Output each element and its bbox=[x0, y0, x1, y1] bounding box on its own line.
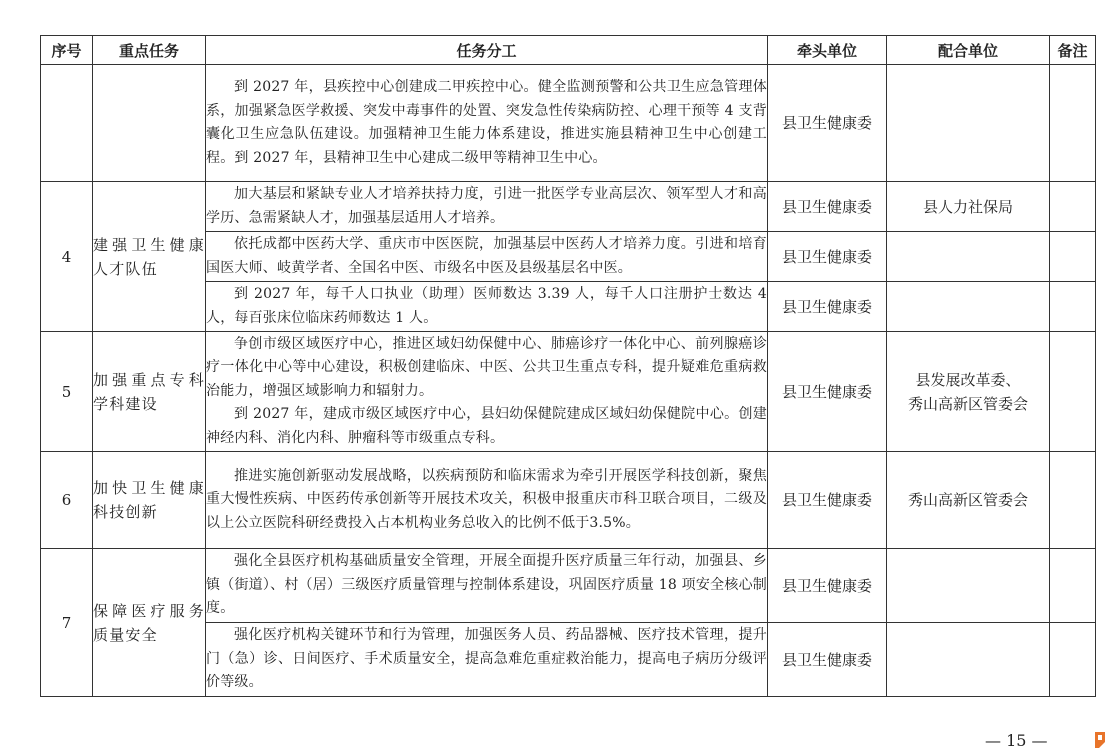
task-text: 争创市级区域医疗中心，推进区域妇幼保健中心、肺癌诊疗一体化中心、前列腺癌诊疗一体化中心等中心建设，积极创建临床、中医、公共卫生重点专科，提升疑难危重病救治能力，增强区域影响力和辐射力。 bbox=[206, 335, 767, 399]
task-text: 强化全县医疗机构基础质量安全管理，开展全面提升医疗质量三年行动，加强县、乡镇（街道）、村（居）三级医疗质量管理与控制体系建设，巩固医疗质量 18 项安全核心制度。 bbox=[206, 553, 767, 617]
header-note: 备注 bbox=[1050, 36, 1096, 65]
task-text: 到 2027 年，县疾控中心创建成二甲疾控中心。健全监测预警和公共卫生应急管理体系，加强紧急医学救援、突发中毒事件的处置、突发急性传染病防控、心理干预等 4 支背囊化卫生应急队伍建设。加强精神卫生能力体系建设，推进实施县精神卫生中心创建工程。到 2027 年，县精神卫生中心建成二级甲等精神卫生中心。 bbox=[206, 79, 767, 166]
coop-unit: 县人力社保局 bbox=[887, 182, 1050, 232]
coop-unit bbox=[887, 549, 1050, 623]
header-seq: 序号 bbox=[41, 36, 93, 65]
page-number: — 15 — bbox=[985, 731, 1048, 750]
row-seq bbox=[41, 65, 93, 182]
task-text: 推进实施创新驱动发展战略，以疾病预防和临床需求为牵引开展医学科技创新，聚焦重大慢性疾病、中医药传承创新等开展技术攻关，积极申报重庆市科卫联合项目，二级及以上公立医院科研经费投入占本机构业务总收入的比例不低于3.5%。 bbox=[206, 467, 767, 531]
row-focus bbox=[93, 65, 206, 182]
task-cell bbox=[206, 549, 768, 623]
task-cell bbox=[206, 65, 768, 182]
header-task: 任务分工 bbox=[206, 36, 768, 65]
table-row bbox=[41, 182, 1096, 232]
task-cell bbox=[206, 452, 768, 549]
lead-unit: 县卫生健康委 bbox=[768, 623, 887, 697]
lead-unit: 县卫生健康委 bbox=[768, 65, 887, 182]
note-cell bbox=[1050, 623, 1096, 697]
corner-mark-icon bbox=[1091, 726, 1107, 750]
task-cell bbox=[206, 623, 768, 697]
table-row bbox=[41, 332, 1096, 452]
note-cell bbox=[1050, 232, 1096, 282]
task-table bbox=[40, 35, 1096, 697]
row-focus: 建强卫生健康人才队伍 bbox=[93, 182, 206, 332]
coop-unit bbox=[887, 232, 1050, 282]
note-cell bbox=[1050, 549, 1096, 623]
task-text: 依托成都中医药大学、重庆市中医医院，加强基层中医药人才培养力度。引进和培育国医大师、岐黄学者、全国名中医、市级名中医及县级基层名中医。 bbox=[206, 236, 767, 276]
lead-unit: 县卫生健康委 bbox=[768, 549, 887, 623]
row-seq: 6 bbox=[41, 452, 93, 549]
coop-unit bbox=[887, 282, 1050, 332]
row-focus: 保障医疗服务质量安全 bbox=[93, 549, 206, 697]
coop-unit bbox=[887, 623, 1050, 697]
table-row bbox=[41, 65, 1096, 182]
coop-unit-line: 县发展改革委、 bbox=[915, 370, 1021, 389]
lead-unit: 县卫生健康委 bbox=[768, 452, 887, 549]
row-seq: 5 bbox=[41, 332, 93, 452]
coop-unit: 秀山高新区管委会 bbox=[887, 452, 1050, 549]
note-cell bbox=[1050, 182, 1096, 232]
note-cell bbox=[1050, 452, 1096, 549]
lead-unit: 县卫生健康委 bbox=[768, 282, 887, 332]
task-text: 到 2027 年，建成市级区域医疗中心，县妇幼保健院建成区域妇幼保健院中心。创建神经内科、消化内科、肿瘤科等市级重点专科。 bbox=[206, 406, 767, 446]
note-cell bbox=[1050, 282, 1096, 332]
header-lead: 牵头单位 bbox=[768, 36, 887, 65]
task-cell bbox=[206, 282, 768, 332]
row-seq: 7 bbox=[41, 549, 93, 697]
header-focus: 重点任务 bbox=[93, 36, 206, 65]
coop-unit-line: 秀山高新区管委会 bbox=[907, 394, 1028, 413]
lead-unit: 县卫生健康委 bbox=[768, 182, 887, 232]
table-header-row bbox=[41, 36, 1096, 65]
task-text: 到 2027 年，每千人口执业（助理）医师数达 3.39 人，每千人口注册护士数达 4 人，每百张床位临床药师数达 1 人。 bbox=[206, 286, 767, 326]
task-cell bbox=[206, 232, 768, 282]
table-row bbox=[41, 549, 1096, 623]
task-text: 强化医疗机构关键环节和行为管理，加强医务人员、药品器械、医疗技术管理，提升门（急）诊、日间医疗、手术质量安全，提高急难危重症救治能力，提高电子病历分级评价等级。 bbox=[206, 627, 767, 691]
note-cell bbox=[1050, 65, 1096, 182]
task-cell bbox=[206, 182, 768, 232]
task-text: 加大基层和紧缺专业人才培养扶持力度，引进一批医学专业高层次、领军型人才和高学历、急需紧缺人才，加强基层适用人才培养。 bbox=[206, 186, 767, 226]
lead-unit: 县卫生健康委 bbox=[768, 332, 887, 452]
header-coop: 配合单位 bbox=[887, 36, 1050, 65]
lead-unit: 县卫生健康委 bbox=[768, 232, 887, 282]
row-focus: 加快卫生健康科技创新 bbox=[93, 452, 206, 549]
note-cell bbox=[1050, 332, 1096, 452]
task-cell bbox=[206, 332, 768, 452]
table-row bbox=[41, 452, 1096, 549]
row-seq: 4 bbox=[41, 182, 93, 332]
coop-unit bbox=[887, 332, 1050, 452]
row-focus: 加强重点专科学科建设 bbox=[93, 332, 206, 452]
coop-unit bbox=[887, 65, 1050, 182]
